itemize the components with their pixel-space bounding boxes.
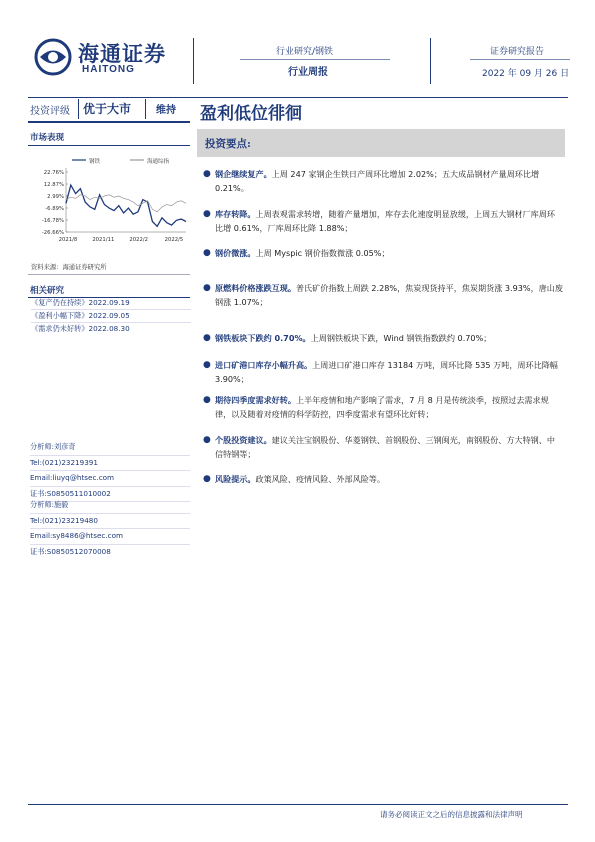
- rating-action: 维持: [156, 105, 176, 116]
- rating-sep-1: [78, 99, 79, 119]
- key-point: [203, 207, 563, 235]
- related-item-date: 2022.08.30: [88, 324, 130, 333]
- x-tick-label: 2021/11: [92, 237, 115, 243]
- report-category: 行业研究/钢铁: [276, 47, 334, 57]
- y-tick-label: -16.78%: [41, 218, 64, 224]
- analyst-name: 分析师:刘彦奇: [30, 440, 190, 456]
- key-point: [203, 281, 563, 309]
- company-logo: [34, 38, 184, 80]
- rating-box: [28, 97, 190, 121]
- related-item[interactable]: [31, 297, 191, 310]
- analyst-email[interactable]: Email:sy8486@htsec.com: [30, 529, 190, 545]
- key-point-lead: 风险提示。: [215, 474, 256, 484]
- analyst-cert: 证书:S0850512070008: [30, 546, 111, 556]
- related-list: [31, 297, 191, 335]
- key-point-lead: 原燃料价格涨跌互现。: [215, 283, 296, 293]
- analyst-tel: Tel:(021)23219391: [30, 456, 190, 472]
- key-point-lead: 钢企继续复产。: [215, 169, 272, 179]
- key-point-lead: 个股投资建议。: [215, 435, 272, 445]
- bullet-icon: ●: [203, 283, 211, 293]
- key-point-text: 上周 247 家钢企生铁日产周环比增加 2.02%；五大成品钢材产量周环比增 0.21%。: [215, 169, 540, 193]
- key-point-text: 建议关注宝钢股份、华菱钢铁、首钢股份、三钢闽光，南钢股份、方大特钢、中信特钢等；: [215, 435, 555, 459]
- rating-value: 优于大市: [83, 102, 132, 116]
- key-point-lead: 钢价微涨。: [215, 248, 256, 258]
- key-point-text: 政策风险、疫情风险、外部风险等。: [255, 474, 385, 484]
- bullet-icon: ●: [203, 474, 211, 484]
- analyst-block-2: [30, 498, 190, 559]
- rating-sep-2: [145, 99, 146, 119]
- key-point: [203, 167, 563, 195]
- source-line: [28, 274, 190, 275]
- header-divider-right: [430, 38, 431, 84]
- key-point: [203, 433, 563, 461]
- analyst-email[interactable]: Email:liuyq@htsec.com: [30, 471, 190, 487]
- series-line-steel: [66, 185, 186, 226]
- header-divider-left: [193, 38, 194, 84]
- legend-label: 海通综指: [147, 159, 170, 165]
- related-item[interactable]: [31, 323, 191, 335]
- report-date: 2022 年 09 月 26 日: [482, 69, 570, 79]
- key-point-lead: 进口矿港口库存小幅升高。: [215, 360, 313, 370]
- bullet-icon: ●: [203, 395, 211, 405]
- related-item[interactable]: [31, 310, 191, 323]
- key-point-lead: 期待四季度需求好转。: [215, 395, 296, 405]
- y-tick-label: 22.76%: [43, 170, 64, 176]
- key-point: [203, 358, 563, 386]
- bullet-icon: ●: [203, 435, 211, 445]
- analyst-block-1: [30, 440, 190, 502]
- analyst-name: 分析师:施毅: [30, 498, 190, 514]
- logo-english-name: HAITONG: [82, 64, 135, 75]
- key-point-text: 上周 Myspic 钢价指数微涨 0.05%；: [255, 248, 390, 258]
- header-mid-line: [240, 59, 390, 60]
- report-title: 盈利低位徘徊: [200, 104, 302, 124]
- bullet-icon: ●: [203, 248, 211, 258]
- legend-label: 钢铁: [89, 159, 101, 165]
- research-report-label: 证券研究报告: [490, 47, 545, 57]
- key-point-lead: 库存转降。: [215, 209, 256, 219]
- bullet-icon: ●: [203, 333, 211, 343]
- x-tick-label: 2022/5: [164, 237, 184, 243]
- market-chart: [28, 150, 193, 250]
- key-point-text: 普氏矿价指数上周跌 2.28%，焦炭现货持平，焦炭期货涨 3.93%，唐山废钢涨 1.07%；: [215, 283, 563, 307]
- related-item-date: 2022.09.19: [88, 298, 130, 307]
- report-type: 行业周报: [288, 67, 328, 78]
- bullet-icon: ●: [203, 169, 211, 179]
- rating-bottom-line: [28, 121, 190, 123]
- footer-disclaimer: 请务必阅读正文之后的信息披露和法律声明: [380, 810, 523, 819]
- bullet-icon: ●: [203, 209, 211, 219]
- related-item-name: 《需求仍未好转》: [31, 324, 89, 333]
- x-tick-label: 2022/2: [129, 237, 148, 243]
- market-section-title: 市场表现: [30, 133, 65, 143]
- chart-source: 资料来源：海通证券研究所: [31, 264, 107, 271]
- key-point-text: 上周表观需求转增，随着产量增加，库存去化速度明显放缓，上周五大钢材厂库周环比增 0.61%，厂库周环比降 1.88%；: [215, 209, 555, 233]
- y-tick-label: -6.89%: [45, 206, 64, 212]
- related-section-title: 相关研究: [30, 286, 65, 296]
- analyst-cert: 证书:S0850511010002: [30, 487, 190, 503]
- key-point-text: 上周进口矿港口库存 13184 万吨，周环比降 535 万吨，周环比降幅 3.90%；: [215, 360, 558, 384]
- related-item-name: 《盈利小幅下降》: [31, 311, 89, 320]
- x-tick-label: 2021/8: [58, 237, 78, 243]
- key-points-header: [197, 129, 565, 157]
- logo-emblem-icon: [34, 38, 72, 76]
- related-item-date: 2022.09.05: [88, 311, 130, 320]
- y-tick-label: 12.87%: [43, 182, 64, 188]
- logo-chinese-name: 海通证券: [78, 41, 166, 66]
- footer-line: [28, 804, 568, 805]
- y-tick-label: -26.66%: [41, 230, 64, 236]
- key-point-text: 上周钢铁板块下跌，Wind 钢铁指数跌约 0.70%；: [310, 333, 492, 343]
- related-item-name: 《复产仍在持续》: [31, 298, 89, 307]
- analyst-tel: Tel:(021)23219480: [30, 514, 190, 530]
- rating-label: 投资评级: [30, 106, 70, 117]
- key-point: [203, 331, 563, 345]
- key-point: [203, 246, 563, 260]
- key-point: [203, 393, 563, 421]
- market-title-underline: [28, 145, 190, 146]
- bullet-icon: ●: [203, 360, 211, 370]
- key-point-text: 上半年疫情和地产影响了需求，7 月 8 月是传统淡季，按照过去需求规律，以及随着对疫情的科学防控，四季度需求有望环比好转；: [215, 395, 549, 419]
- key-point: [203, 472, 563, 486]
- y-tick-label: 2.99%: [47, 194, 64, 200]
- header-right-line: [470, 59, 570, 60]
- key-points-heading: 投资要点:: [205, 138, 251, 150]
- key-point-lead: 钢铁板块下跌约 0.70%。: [215, 333, 311, 343]
